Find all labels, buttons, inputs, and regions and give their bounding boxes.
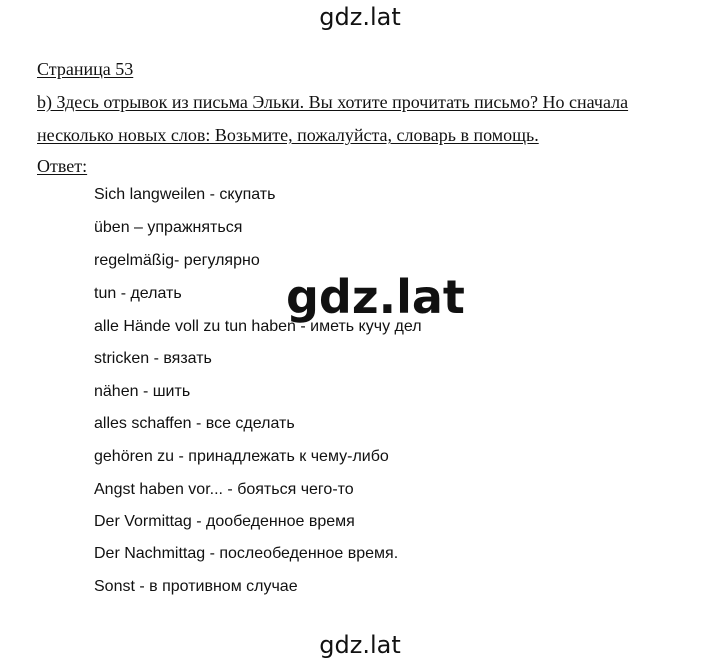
vocab-item: üben – упражняться <box>94 219 243 236</box>
vocab-item: gehören zu - принадлежать к чему-либо <box>94 448 389 465</box>
vocab-item: regelmäßig- регулярно <box>94 252 260 269</box>
vocab-item: Der Vormittag - дообеденное время <box>94 513 355 530</box>
task-text-line-1: b) Здесь отрывок из письма Эльки. Вы хотите прочитать письмо? Но сначала <box>37 92 629 112</box>
vocab-item: alle Hände voll zu tun haben - иметь кучу дел <box>94 318 422 335</box>
answer-label: Ответ: <box>37 156 88 176</box>
vocab-item: Angst haben vor... - бояться чего-то <box>94 481 354 498</box>
watermark-top: gdz.lat <box>319 3 401 31</box>
vocab-item: Der Nachmittag - послеобеденное время. <box>94 545 399 562</box>
page-heading: Страница 53 <box>37 59 134 79</box>
vocab-item: Sonst - в противном случае <box>94 578 298 595</box>
watermark-bottom: gdz.lat <box>319 631 401 659</box>
vocab-item: nähen - шить <box>94 383 191 400</box>
vocab-item: stricken - вязать <box>94 350 212 367</box>
vocab-item: Sich langweilen - скупать <box>94 186 276 203</box>
task-text-line-2: несколько новых слов: Возьмите, пожалуйста, словарь в помощь. <box>37 125 539 145</box>
vocab-item: alles schaffen - все сделать <box>94 415 295 432</box>
vocab-item: tun - делать <box>94 285 182 302</box>
watermark-center: gdz.lat <box>286 270 465 324</box>
